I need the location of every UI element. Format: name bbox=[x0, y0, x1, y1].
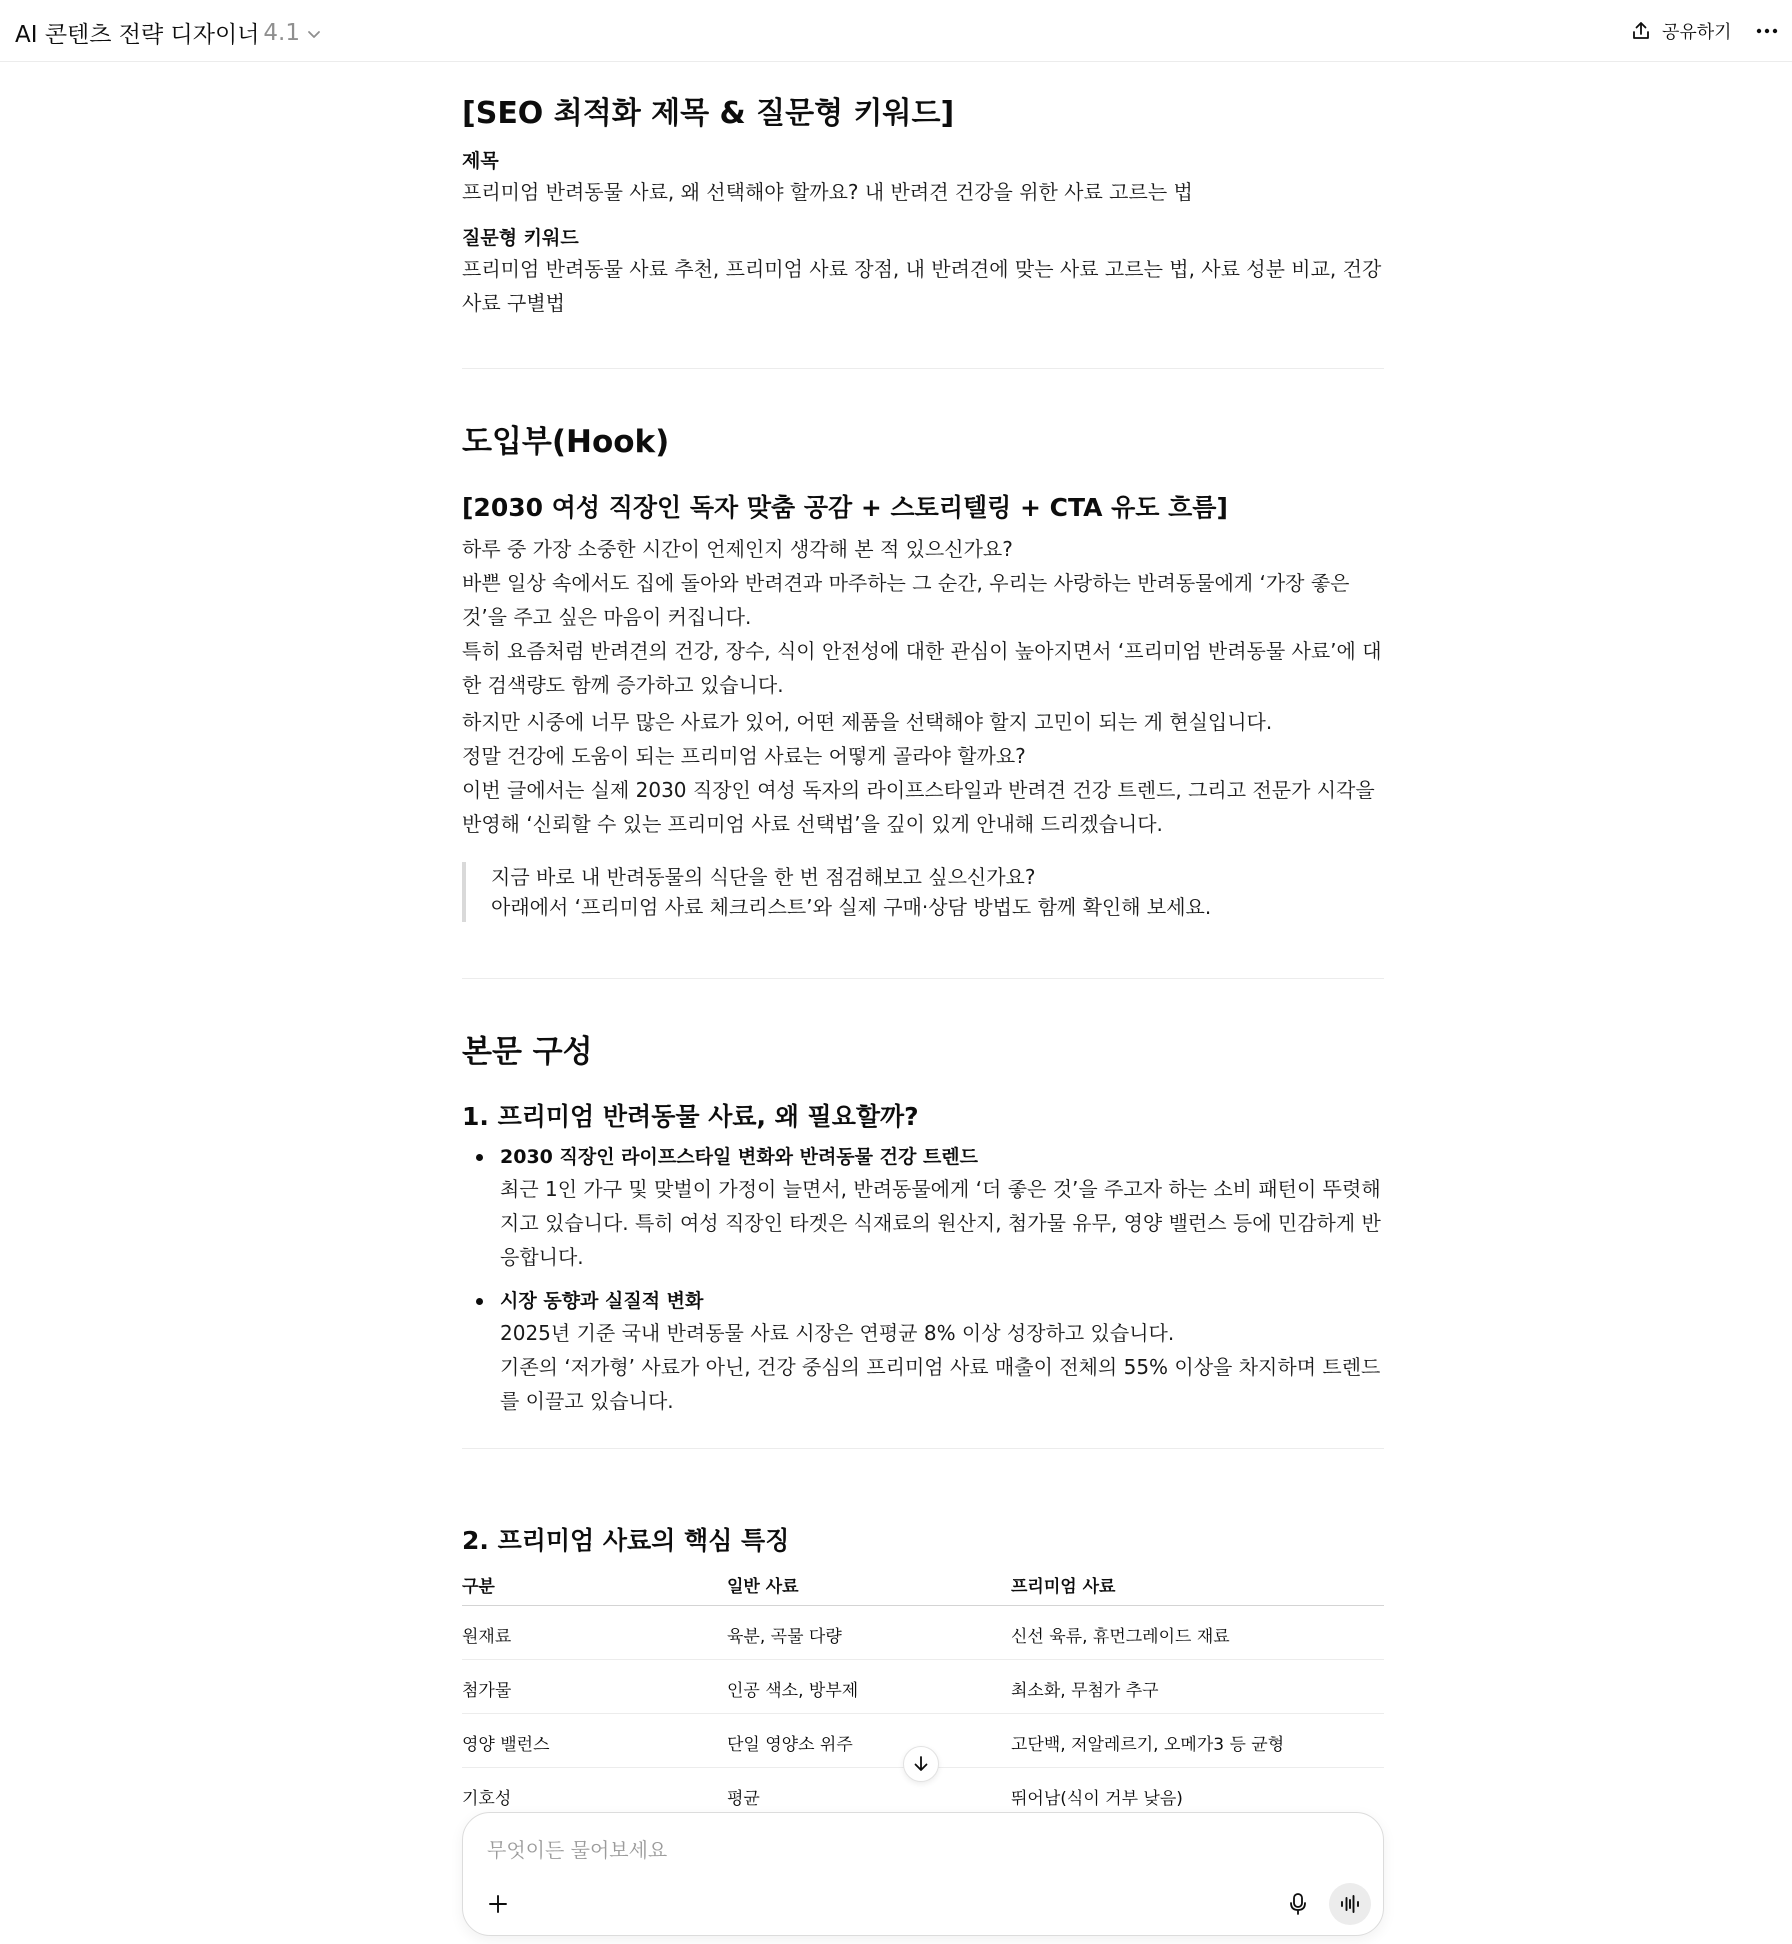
table-row bbox=[462, 1606, 1384, 1660]
voice-mode-icon bbox=[1339, 1894, 1361, 1914]
more-icon bbox=[1756, 27, 1778, 35]
paragraph-line: 하지만 시중에 너무 많은 사료가 있어, 어떤 제품을 선택해야 할지 고민이 되는 게 현실입니다. bbox=[462, 710, 1273, 734]
table-cell: 영양 밸런스 bbox=[462, 1735, 550, 1755]
paragraph-line: 특히 요즘처럼 반려견의 건강, 장수, 식이 안전성에 대한 관심이 높아지면서 ‘프리미엄 반려동물 사료’에 대 bbox=[462, 639, 1382, 663]
table-cell: 평균 bbox=[727, 1789, 760, 1809]
bullet-dot bbox=[476, 1154, 483, 1161]
table-cell: 인공 색소, 방부제 bbox=[727, 1681, 859, 1701]
dictate-button[interactable] bbox=[1281, 1887, 1315, 1921]
table-header-cell: 프리미엄 사료 bbox=[1011, 1577, 1116, 1597]
bullet-title: 시장 동향과 실질적 변화 bbox=[500, 1290, 704, 1312]
scroll-to-bottom-button[interactable] bbox=[903, 1746, 939, 1782]
prompt-input[interactable] bbox=[487, 1833, 1307, 1867]
table-cell: 원재료 bbox=[462, 1627, 512, 1647]
paragraph-line: 하루 중 가장 소중한 시간이 언제인지 생각해 본 적 있으신가요? bbox=[462, 537, 1013, 561]
table-cell: 뛰어남(식이 거부 낮음) bbox=[1011, 1789, 1183, 1809]
paragraph-line: 바쁜 일상 속에서도 집에 돌아와 반려견과 마주하는 그 순간, 우리는 사랑하는 반려동물에게 ‘가장 좋은 bbox=[462, 571, 1350, 595]
intro-subheading: [2030 여성 직장인 독자 맞춤 공감 + 스토리텔링 + CTA 유도 흐름] bbox=[462, 493, 1228, 522]
cta-blockquote bbox=[462, 862, 1384, 922]
bullet-text bbox=[500, 1316, 1384, 1418]
paragraph-line: 이번 글에서는 실제 2030 직장인 여성 독자의 라이프스타일과 반려견 건강 트렌드, 그리고 전문가 시각을 bbox=[462, 778, 1375, 802]
table-cell: 고단백, 저알레르기, 오메가3 등 균형 bbox=[1011, 1735, 1285, 1755]
paragraph-line: 기존의 ‘저가형’ 사료가 아닌, 건강 중심의 프리미엄 사료 매출이 전체의 55% 이상을 차지하며 트렌드 bbox=[500, 1355, 1381, 1379]
divider bbox=[462, 1448, 1384, 1449]
arrow-down-icon bbox=[911, 1754, 931, 1774]
section1-heading: 1. 프리미엄 반려동물 사료, 왜 필요할까? bbox=[462, 1102, 919, 1131]
keywords-label: 질문형 키워드 bbox=[462, 227, 579, 249]
app-version: 4.1 bbox=[263, 19, 300, 46]
intro-heading: 도입부(Hook) bbox=[462, 424, 670, 460]
app-title: AI 콘텐츠 전략 디자이너 bbox=[15, 22, 260, 48]
paragraph-line: 지고 있습니다. 특히 여성 직장인 타겟은 식재료의 원산지, 첨가물 유무, 영양 밸런스 등에 민감하게 반 bbox=[500, 1211, 1381, 1235]
paragraph-line: 것’을 주고 싶은 마음이 커집니다. bbox=[462, 605, 752, 629]
attach-button[interactable] bbox=[481, 1887, 515, 1921]
table-cell: 육분, 곡물 다량 bbox=[727, 1627, 842, 1647]
paragraph-line: 정말 건강에 도움이 되는 프리미엄 사료는 어떻게 골라야 할까요? bbox=[462, 744, 1026, 768]
paragraph-line: 2025년 기준 국내 반려동물 사료 시장은 연평균 8% 이상 성장하고 있습니다. bbox=[500, 1321, 1175, 1345]
table-header-row bbox=[462, 1564, 1384, 1606]
table-cell: 신선 육류, 휴먼그레이드 재료 bbox=[1011, 1627, 1230, 1647]
keywords-line: 사료 구별법 bbox=[462, 291, 565, 315]
divider bbox=[462, 978, 1384, 979]
table-cell: 단일 영양소 위주 bbox=[727, 1735, 853, 1755]
list-item bbox=[500, 1142, 1384, 1274]
title-label: 제목 bbox=[462, 150, 499, 172]
divider bbox=[462, 368, 1384, 369]
table-header-cell: 일반 사료 bbox=[727, 1577, 799, 1597]
paragraph-line: 반영해 ‘신뢰할 수 있는 프리미엄 사료 선택법’을 깊이 있게 안내해 드리겠습니다. bbox=[462, 812, 1163, 836]
paragraph-line: 응합니다. bbox=[500, 1245, 584, 1269]
bullet-text bbox=[500, 1172, 1384, 1274]
model-selector[interactable] bbox=[15, 16, 324, 49]
paragraph-line: 한 검색량도 함께 증가하고 있습니다. bbox=[462, 673, 784, 697]
share-icon bbox=[1630, 20, 1652, 42]
top-bar bbox=[0, 0, 1792, 62]
quote-line: 지금 바로 내 반려동물의 식단을 한 번 점검해보고 싶으신가요? bbox=[491, 865, 1036, 889]
intro-paragraph-1 bbox=[462, 532, 1384, 702]
plus-icon bbox=[487, 1893, 509, 1915]
share-button[interactable] bbox=[1630, 14, 1732, 48]
keywords-text bbox=[462, 252, 1384, 320]
table-cell: 기호성 bbox=[462, 1789, 512, 1809]
table-row bbox=[462, 1660, 1384, 1714]
body-heading: 본문 구성 bbox=[462, 1034, 593, 1070]
share-label: 공유하기 bbox=[1662, 22, 1732, 43]
keywords-line: 프리미엄 반려동물 사료 추천, 프리미엄 사료 장점, 내 반려견에 맞는 사료 고르는 법, 사료 성분 비교, 건강 bbox=[462, 257, 1382, 281]
more-options-button[interactable] bbox=[1752, 16, 1782, 46]
bullet-dot bbox=[476, 1298, 483, 1305]
bullet-title: 2030 직장인 라이프스타일 변화와 반려동물 건강 트렌드 bbox=[500, 1146, 979, 1168]
table-header-cell: 구분 bbox=[462, 1577, 495, 1597]
seo-heading: [SEO 최적화 제목 & 질문형 키워드] bbox=[462, 96, 955, 131]
title-text: 프리미엄 반려동물 사료, 왜 선택해야 할까요? 내 반려견 건강을 위한 사료 고르는 법 bbox=[462, 180, 1193, 204]
paragraph-line: 를 이끌고 있습니다. bbox=[500, 1389, 674, 1413]
voice-mode-button[interactable] bbox=[1329, 1883, 1371, 1925]
quote-line: 아래에서 ‘프리미엄 사료 체크리스트’와 실제 구매·상담 방법도 함께 확인해 보세요. bbox=[491, 895, 1212, 919]
table-cell: 첨가물 bbox=[462, 1681, 512, 1701]
paragraph-line: 최근 1인 가구 및 맞벌이 가정이 늘면서, 반려동물에게 ‘더 좋은 것’을 주고자 하는 소비 패턴이 뚜렷해 bbox=[500, 1177, 1381, 1201]
microphone-icon bbox=[1287, 1892, 1309, 1916]
chevron-down-icon bbox=[304, 24, 324, 44]
comparison-table bbox=[462, 1564, 1384, 1822]
table-cell: 최소화, 무첨가 추구 bbox=[1011, 1681, 1159, 1701]
section2-heading: 2. 프리미엄 사료의 핵심 특징 bbox=[462, 1526, 790, 1555]
list-item bbox=[500, 1286, 1384, 1418]
message-composer bbox=[462, 1812, 1384, 1936]
intro-paragraph-2 bbox=[462, 705, 1384, 841]
